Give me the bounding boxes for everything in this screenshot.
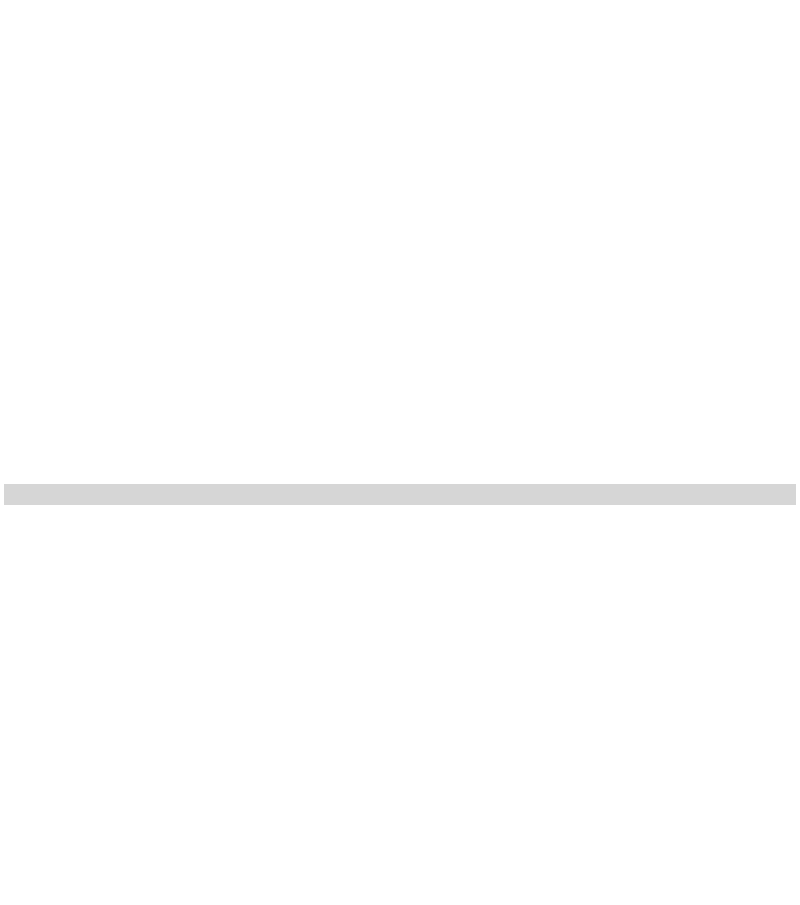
measurement-info-block [651,72,800,85]
fan-performance-chart [0,0,480,462]
table-section-header [4,484,796,505]
fan-curve-chart-svg [0,0,480,462]
